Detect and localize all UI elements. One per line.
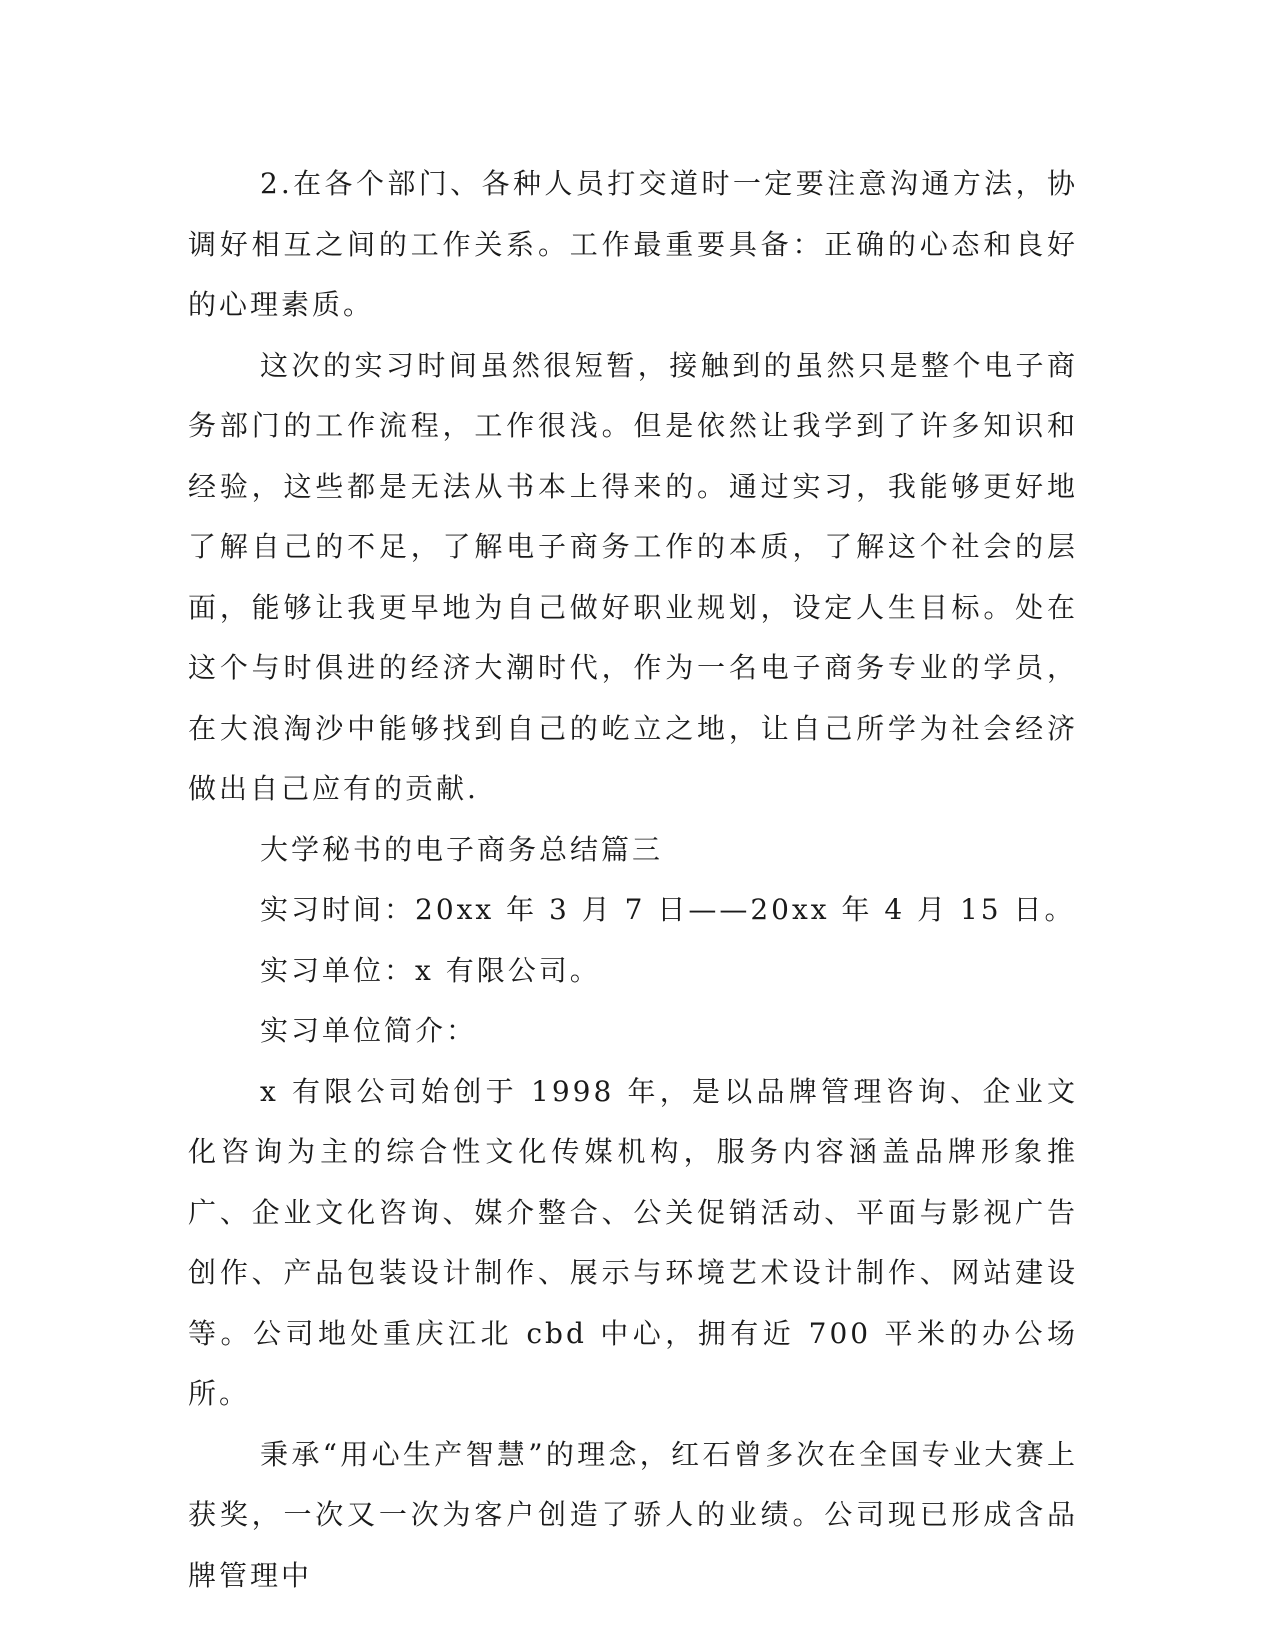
internship-unit: 实习单位：x 有限公司。 [260,953,601,987]
unit-intro-label: 实习单位简介： [260,1014,478,1047]
internship-time: 实习时间：20xx 年 3 月 7 日——20xx 年 4 月 15 日。 [260,893,1076,926]
document-body [188,154,1078,1606]
paragraph-internship-reflection: 这次的实习时间虽然很短暂，接触到的虽然只是整个电子商务部门的工作流程，工作很浅。但是依然让我学到了许多知识和经验，这些都是无法从书本上得来的。通过实习，我能够更好地了解自己的不足，了解电子商务工作的本质，了解这个社会的层面，能够让我更早地为自己做好职业规划，设定人生目标。处在这个与时俱进的经济大潮时代，作为一名电子商务专业的学员，在大浪淘沙中能够找到自己的屹立之地，让自己所学为社会经济做出自己应有的贡献. [188,348,1078,805]
paragraph-company-intro: x 有限公司始创于 1998 年，是以品牌管理咨询、企业文化咨询为主的综合性文化传媒机构，服务内容涵盖品牌形象推广、企业文化咨询、媒介整合、公关促销活动、平面与影视广告创作、产品包装设计制作、展示与环境艺术设计制作、网站建设等。公司地处重庆江北 cbd 中心，拥有近 700 平米的办公场所。 [188,1074,1078,1410]
paragraph-communication: 2.在各个部门、各种人员打交道时一定要注意沟通方法，协调好相互之间的工作关系。工作最重要具备：正确的心态和良好的心理素质。 [188,167,1078,321]
section-title: 大学秘书的电子商务总结篇三 [260,832,664,866]
paragraph-company-philosophy: 秉承“用心生产智慧”的理念，红石曾多次在全国专业大赛上获奖，一次又一次为客户创造了骄人的业绩。公司现已形成含品牌管理中 [188,1437,1078,1592]
